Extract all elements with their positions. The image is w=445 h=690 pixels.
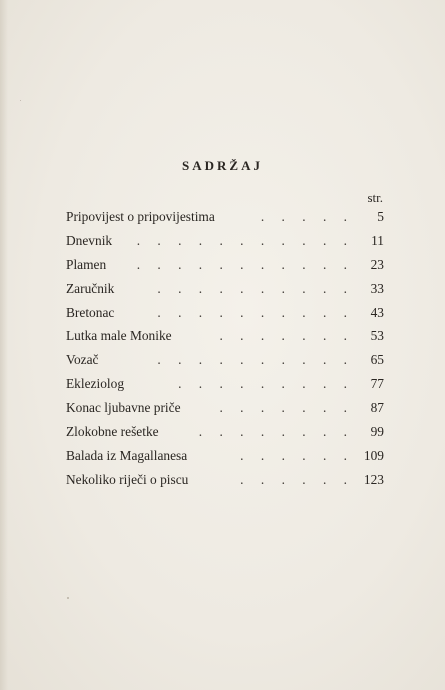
leader-dots: . . . . . . . . . . [157,304,354,320]
toc-entry-page: 109 [363,447,384,463]
leader-dots: . . . . . . . [219,400,354,416]
spine-shadow [0,0,8,690]
leader-dots: . . . . . . . . [198,424,354,440]
paper-speck [67,597,69,599]
leader-dots: . . . . . . . . . [178,376,354,392]
toc-entry-page: 11 [371,232,384,248]
table-of-contents [66,205,384,492]
toc-entry-page: 65 [370,352,384,368]
toc-entry-title: Zaručnik [66,280,115,296]
toc-entry [66,444,384,468]
paper-speck [20,100,21,101]
toc-entry-title: Dnevnik [66,232,113,248]
leader-dots: . . . . . . [240,447,354,463]
toc-entry-title: Zlokobne rešetke [66,424,159,440]
toc-entry-title: Nekoliko riječi o piscu [66,471,189,487]
toc-entry [66,468,384,492]
toc-entry-title: Vozač [66,352,99,368]
leader-dots: . . . . . . . [219,328,354,344]
toc-entry-page: 77 [370,376,384,392]
toc-entry-title: Pripovijest o pripovijestima [66,209,215,224]
toc-entry-title: Plamen [66,256,107,272]
toc-entry-title: Lutka male Monike [66,328,172,344]
toc-entry-title: Ekleziolog [66,376,125,392]
toc-entry [66,372,384,396]
toc-entry [66,205,384,229]
toc-entry [66,348,384,372]
page-column-label: str. [367,190,383,205]
toc-entry [66,253,384,277]
toc-entry-page: 33 [370,280,384,296]
leader-dots: . . . . . . . . . . [157,280,354,296]
toc-entry-page: 87 [370,400,384,416]
toc-entry-title: Konac ljubavne priče [66,400,181,416]
leader-dots: . . . . . [260,209,354,224]
toc-entry [66,396,384,420]
leader-dots: . . . . . . . . . . . [136,256,354,272]
toc-entry-page: 43 [370,304,384,320]
contents-heading: SADRŽAJ [182,158,263,173]
toc-entry [66,301,384,325]
leader-dots: . . . . . . [240,471,354,487]
toc-entry [66,420,384,444]
toc-entry-page: 23 [370,256,384,272]
toc-entry-page: 123 [363,471,384,487]
toc-entry-page: 53 [370,328,384,344]
toc-entry [66,324,384,348]
leader-dots: . . . . . . . . . . [157,352,354,368]
toc-entry-title: Balada iz Magallanesa [66,447,188,463]
toc-entry-title: Bretonac [66,304,115,320]
toc-entry-page: 99 [370,424,384,440]
leader-dots: . . . . . . . . . . . [136,232,354,248]
toc-entry [66,277,384,301]
toc-entry [66,229,384,253]
toc-entry-page: 5 [377,209,384,224]
